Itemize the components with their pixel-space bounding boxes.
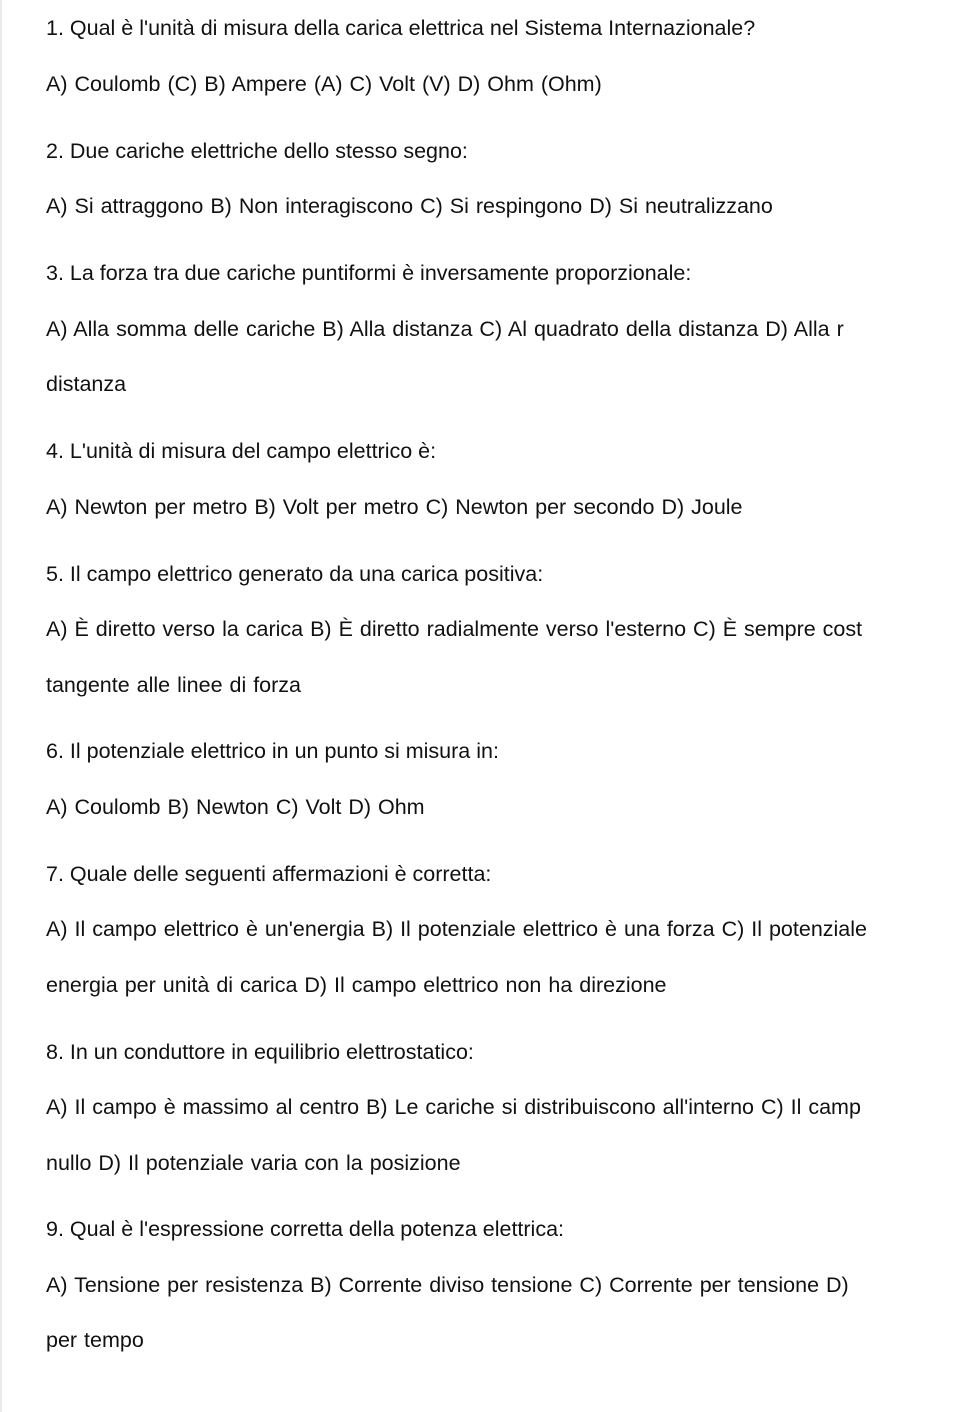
question-5-text: 5. Il campo elettrico generato da una carica positiva: <box>46 562 544 586</box>
question-1-text: 1. Qual è l'unità di misura della carica elettrica nel Sistema Internazionale? <box>46 16 756 40</box>
question-1-options: A) Coulomb (C) B) Ampere (A) C) Volt (V) D) Ohm (Ohm) <box>46 72 602 96</box>
question-6-options: A) Coulomb B) Newton C) Volt D) Ohm <box>46 795 425 819</box>
question-7-options-continued: energia per unità di carica D) Il campo elettrico non ha direzione <box>46 973 667 997</box>
question-2-options: A) Si attraggono B) Non interagiscono C) Si respingono D) Si neutralizzano <box>46 194 773 218</box>
question-4-options: A) Newton per metro B) Volt per metro C) Newton per secondo D) Joule <box>46 495 743 519</box>
question-9-text: 9. Qual è l'espressione corretta della potenza elettrica: <box>46 1217 565 1241</box>
question-5-options: A) È diretto verso la carica B) È diretto radialmente verso l'esterno C) È sempre cost <box>46 617 863 641</box>
page-left-edge <box>0 0 2 1412</box>
question-6-text: 6. Il potenziale elettrico in un punto si misura in: <box>46 739 499 763</box>
question-2-text: 2. Due cariche elettriche dello stesso segno: <box>46 139 468 163</box>
question-9-options: A) Tensione per resistenza B) Corrente diviso tensione C) Corrente per tensione D) <box>46 1273 849 1297</box>
question-3-options: A) Alla somma delle cariche B) Alla distanza C) Al quadrato della distanza D) Alla r <box>46 317 844 341</box>
question-8-options-continued: nullo D) Il potenziale varia con la posizione <box>46 1151 461 1175</box>
question-5-options-continued: tangente alle linee di forza <box>46 673 302 697</box>
question-7-options: A) Il campo elettrico è un'energia B) Il potenziale elettrico è una forza C) Il potenziale <box>46 917 867 941</box>
question-3-options-continued: distanza <box>46 372 127 396</box>
question-8-text: 8. In un conduttore in equilibrio elettrostatico: <box>46 1040 474 1064</box>
question-9-options-continued: per tempo <box>46 1328 144 1352</box>
question-8-options: A) Il campo è massimo al centro B) Le cariche si distribuiscono all'interno C) Il camp <box>46 1095 861 1119</box>
question-4-text: 4. L'unità di misura del campo elettrico è: <box>46 439 437 463</box>
question-7-text: 7. Quale delle seguenti affermazioni è corretta: <box>46 862 492 886</box>
question-3-text: 3. La forza tra due cariche puntiformi è inversamente proporzionale: <box>46 261 692 285</box>
